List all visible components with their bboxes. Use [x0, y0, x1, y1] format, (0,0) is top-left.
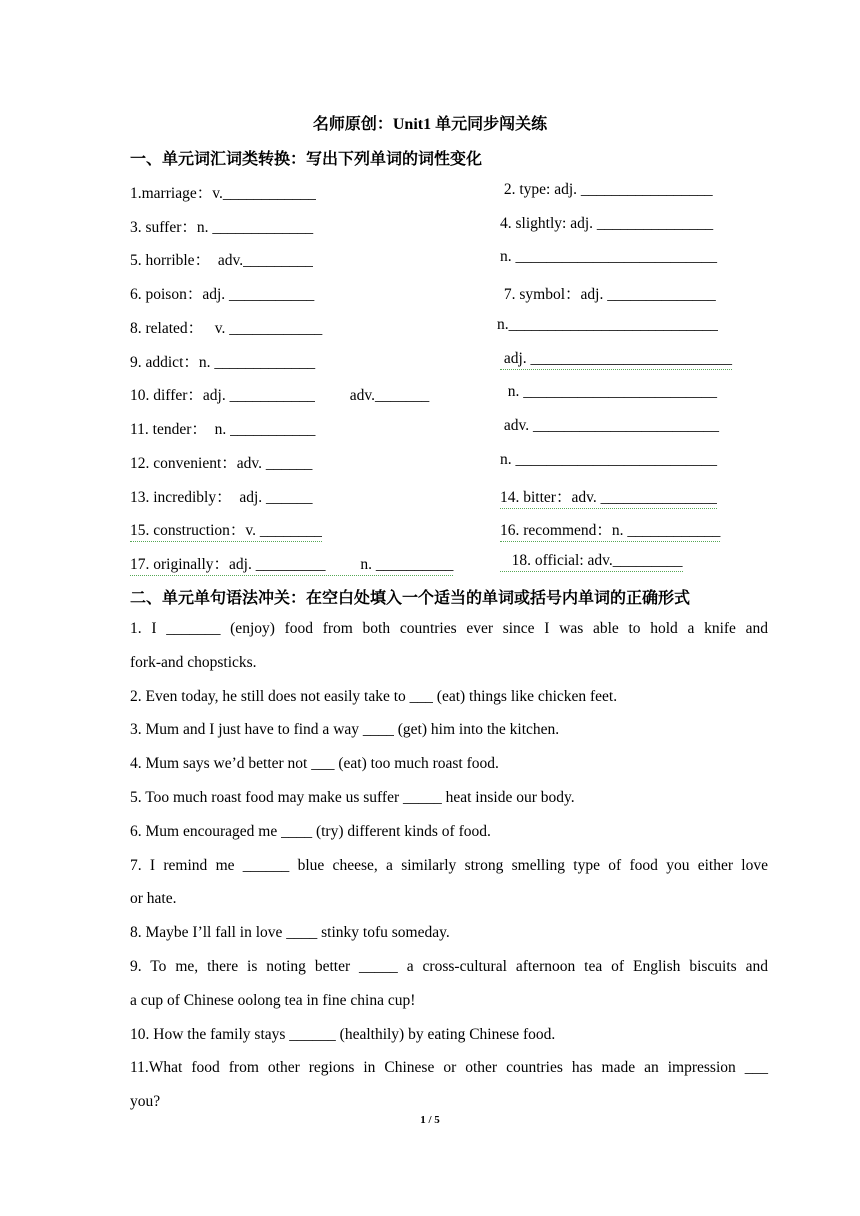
question-line: 9. To me, there is noting better _____ a cross-cultural afternoon tea of English biscuits and: [130, 958, 768, 975]
vocab-item: 8. related： v. ____________: [130, 320, 323, 337]
vocab-item: 15. construction：v. ________: [130, 518, 322, 542]
vocab-row-12: [130, 552, 770, 576]
question-line: 5. Too much roast food may make us suffer _____ heat inside our body.: [130, 789, 575, 806]
vocab-row-2: [130, 215, 770, 239]
vocab-item: 3. suffer：n. _____________: [130, 219, 314, 236]
vocab-row-4: [130, 282, 770, 306]
question-line: 3. Mum and I just have to find a way ____ (get) him into the kitchen.: [130, 721, 560, 738]
vocab-row-6: [130, 350, 770, 374]
question-line: 4. Mum says we’d better not ___ (eat) too much roast food.: [130, 755, 499, 772]
vocab-item: 16. recommend：n. ____________: [500, 518, 720, 542]
vocab-row-7: [130, 383, 770, 407]
vocab-item: 10. differ：adj. ___________ adv._______: [130, 387, 430, 404]
vocab-item: n. __________________________: [500, 451, 717, 468]
vocab-item: 13. incredibly： adj. ______: [130, 489, 313, 506]
vocab-item: 4. slightly: adj. _______________: [500, 215, 714, 232]
vocab-row-5: [130, 316, 770, 340]
vocab-item: 6. poison：adj. ___________: [130, 286, 315, 303]
vocab-item: 14. bitter：adv. _______________: [500, 485, 717, 509]
section-2-heading: 二、单元单句语法冲关：在空白处填入一个适当的单词或括号内单词的正确形式: [130, 590, 691, 607]
question-line: 7. I remind me ______ blue cheese, a similarly strong smelling type of food you either love: [130, 857, 768, 874]
question-line: 1. I _______ (enjoy) food from both countries ever since I was able to hold a knife and: [130, 620, 768, 637]
question-line: 10. How the family stays ______ (healthily) by eating Chinese food.: [130, 1026, 556, 1043]
page-title: 名师原创：Unit1 单元同步闯关练: [312, 116, 548, 133]
vocab-item: 9. addict：n. _____________: [130, 354, 316, 371]
vocab-item: 1.marriage：v.____________: [130, 185, 316, 202]
vocab-item: 2. type: adj. _________________: [500, 181, 713, 198]
vocab-item: 7. symbol：adj. ______________: [500, 286, 716, 303]
vocab-item: n. _________________________: [500, 383, 717, 400]
vocab-row-1: [130, 181, 770, 205]
question-line: or hate.: [130, 890, 177, 907]
vocab-item: adv. ________________________: [500, 417, 719, 434]
vocab-item: 17. originally：adj. _________ n. __________: [130, 552, 453, 576]
section-1-heading: 一、单元词汇词类转换：写出下列单词的词性变化: [130, 151, 483, 168]
vocab-item: n. __________________________: [500, 248, 717, 265]
vocab-item: adj. __________________________: [500, 350, 732, 370]
vocab-item: 11. tender： n. ___________: [130, 421, 316, 438]
vocab-row-11: [130, 518, 770, 542]
question-line: you?: [130, 1093, 161, 1110]
vocab-row-8: [130, 417, 770, 441]
vocab-item: 12. convenient：adv. ______: [130, 455, 313, 472]
vocab-item: 5. horrible： adv._________: [130, 252, 313, 269]
page-number: 1 / 5: [420, 1114, 440, 1126]
question-line: 8. Maybe I’ll fall in love ____ stinky tofu someday.: [130, 924, 450, 941]
vocab-row-9: [130, 451, 770, 475]
vocab-row-3: [130, 248, 770, 272]
question-line: a cup of Chinese oolong tea in fine china cup!: [130, 992, 416, 1009]
question-line: 11.What food from other regions in Chinese or other countries has made an impression ___: [130, 1059, 768, 1076]
vocab-row-10: [130, 485, 770, 509]
question-line: 2. Even today, he still does not easily take to ___ (eat) things like chicken feet.: [130, 688, 618, 705]
question-line: fork-and chopsticks.: [130, 654, 257, 671]
vocab-item: n.___________________________: [497, 316, 718, 333]
vocab-item: 18. official: adv._________: [500, 552, 683, 572]
question-line: 6. Mum encouraged me ____ (try) different kinds of food.: [130, 823, 491, 840]
